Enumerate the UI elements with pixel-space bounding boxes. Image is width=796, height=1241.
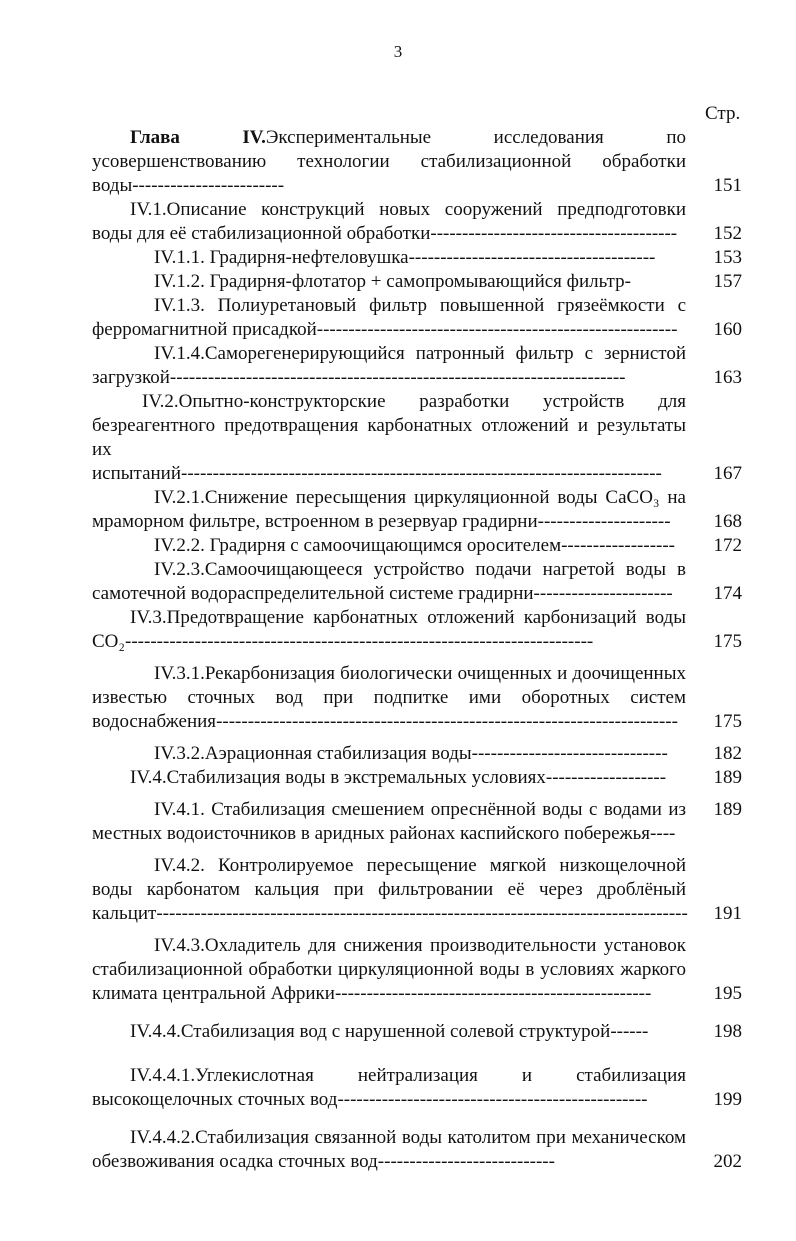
toc-entry-title: IV.2.2. Градирня с самоочищающимся оросителем	[154, 535, 562, 556]
toc-entry-title: IV.4.Стабилизация воды в экстремальных условиях	[130, 767, 546, 788]
toc-page-number: 153	[713, 247, 742, 268]
toc-leader: ----	[650, 823, 676, 844]
toc-entry-4-3	[92, 606, 742, 654]
toc-leader: --------------------------------------------------------------------------	[125, 631, 594, 652]
toc-entry-title: IV.3.1.Рекарбонизация биологически очищенных и доочищенных известью сточных вод при подпитке ими оборотных систем водоснабжения	[92, 663, 686, 732]
toc-entry-title: IV.1.2. Градирня-флотатор + самопромывающийся фильтр	[154, 271, 625, 292]
toc-entry-4-1	[92, 198, 742, 246]
toc-entry-title: IV.3.Предотвращение карбонатных отложений карбонизаций воды CO₂	[92, 607, 686, 652]
toc-entry-title: IV.4.2. Контролируемое пересыщение мягкой низкощелочной воды карбонатом кальция при фильтровании её через дроблёный кальцит	[92, 855, 686, 924]
toc-page-number: 174	[713, 583, 742, 604]
toc-entry-title: IV.4.1. Стабилизация смешением опреснённой воды с водами из местных водоисточников в аридных районах каспийского побережья	[92, 799, 686, 844]
toc-page-number: 198	[713, 1021, 742, 1042]
toc-entry-4-1-1	[92, 246, 742, 270]
toc-entry-title: IV.4.4.Стабилизация вод с нарушенной солевой структурой	[130, 1021, 611, 1042]
toc-page-number: 189	[713, 799, 742, 820]
toc-entry-4-4-4	[92, 1020, 742, 1044]
toc-page-number: 195	[713, 983, 742, 1004]
toc-page-number: 160	[713, 319, 742, 340]
toc-leader: ---------------------------------------	[408, 247, 656, 268]
toc-page-number: 163	[713, 367, 742, 388]
toc-leader: ----------------------	[533, 583, 673, 604]
toc-page-number: 167	[713, 463, 742, 484]
toc-page-number: 152	[713, 223, 742, 244]
chapter-prefix: Глава IV.	[130, 127, 266, 148]
toc-leader: -------------------------------------------------------------------------	[216, 711, 678, 732]
table-of-contents	[92, 126, 742, 1174]
toc-leader: ------	[610, 1021, 649, 1042]
toc-leader: ---------------------------------------	[430, 223, 678, 244]
toc-page-number: 199	[713, 1089, 742, 1110]
toc-entry-title: IV.1.4.Саморегенерирующийся патронный фильтр с зернистой загрузкой	[92, 343, 686, 388]
toc-entry-title: IV.1.Описание конструкций новых сооружений предподготовки воды для её стабилизационной обработки	[92, 199, 686, 244]
toc-entry-chapter-4	[92, 126, 742, 198]
toc-leader: ---------------------------------------------------------	[316, 319, 678, 340]
toc-page-number: 182	[713, 743, 742, 764]
toc-page-number: 202	[713, 1151, 742, 1172]
toc-leader: -------------------	[545, 767, 667, 788]
toc-entry-title: IV.4.3.Охладитель для снижения производительности установок стабилизационной обработки циркуляционной воды в условиях жаркого климата центральной Африки	[92, 935, 686, 1004]
toc-entry-title: IV.3.2.Аэрационная стабилизация воды	[154, 743, 472, 764]
toc-page-number: 175	[713, 711, 742, 732]
toc-leader: -------------------------------------------------	[337, 1089, 648, 1110]
pages-column-header: Стр.	[705, 103, 741, 124]
toc-leader: -	[624, 271, 631, 292]
toc-leader: ---------------------	[537, 511, 671, 532]
toc-leader: ----------------------------	[377, 1151, 555, 1172]
toc-entry-4-4-2	[92, 854, 742, 926]
toc-entry-4-4	[92, 766, 742, 790]
toc-leader: ------------------------------------------------------------------------	[169, 367, 626, 388]
toc-entry-4-2-1	[92, 486, 742, 534]
toc-entry-4-3-2	[92, 742, 742, 766]
toc-page-number: 191	[713, 903, 742, 924]
page-number: 3	[393, 42, 403, 61]
toc-entry-4-4-4-2	[92, 1126, 742, 1174]
toc-entry-title: IV.2.3.Самоочищающееся устройство подачи нагретой воды в самотечной водораспределительной системе градирни	[92, 559, 686, 604]
toc-entry-title: IV.4.4.1.Углекислотная нейтрализация и стабилизация высокощелочных сточных вод	[92, 1065, 686, 1110]
toc-entry-4-2	[92, 390, 742, 486]
toc-entry-4-4-3	[92, 934, 742, 1006]
toc-entry-text	[92, 126, 686, 198]
toc-entry-4-3-1	[92, 662, 742, 734]
toc-entry-4-1-3	[92, 294, 742, 342]
toc-entry-4-4-4-1	[92, 1064, 742, 1112]
toc-entry-title: IV.1.3. Полиуретановый фильтр повышенной грязеёмкости с ферромагнитной присадкой	[92, 295, 686, 340]
toc-entry-4-1-2	[92, 270, 742, 294]
toc-entry-title: IV.2.1.Снижение пересыщения циркуляционной воды CaCO₃ на мраморном фильтре, встроенном в резервуар градирни	[92, 487, 686, 532]
toc-entry-4-2-2	[92, 534, 742, 558]
toc-entry-title: IV.2.Опытно-конструкторские разработки устройств для безреагентного предотвращения карбонатных отложений и результаты их испытаний	[92, 391, 686, 484]
toc-page-number: 172	[713, 535, 742, 556]
toc-page-number: 189	[713, 767, 742, 788]
toc-entry-title: IV.4.4.2.Стабилизация связанной воды католитом при механическом обезвоживания осадка сточных вод	[92, 1127, 686, 1172]
toc-entry-title: IV.1.1. Градирня-нефтеловушка	[154, 247, 409, 268]
toc-leader: --------------------------------------------------	[334, 983, 652, 1004]
toc-leader: ------------------------------------------------------------------------------------	[156, 903, 688, 924]
toc-page-number: 175	[713, 631, 742, 652]
toc-entry-title: Экспериментальные исследования по усовершенствованию технологии стабилизационной обработки воды	[92, 127, 686, 196]
toc-leader: ------------------------	[132, 175, 285, 196]
toc-page-number: 168	[713, 511, 742, 532]
toc-page-number: 151	[713, 175, 742, 196]
toc-leader: ------------------	[561, 535, 675, 556]
toc-page-number: 157	[713, 271, 742, 292]
toc-entry-4-1-4	[92, 342, 742, 390]
toc-entry-4-4-1	[92, 798, 742, 846]
toc-leader: ----------------------------------------------------------------------------	[181, 463, 662, 484]
toc-leader: -------------------------------	[471, 743, 668, 764]
toc-entry-4-2-3	[92, 558, 742, 606]
